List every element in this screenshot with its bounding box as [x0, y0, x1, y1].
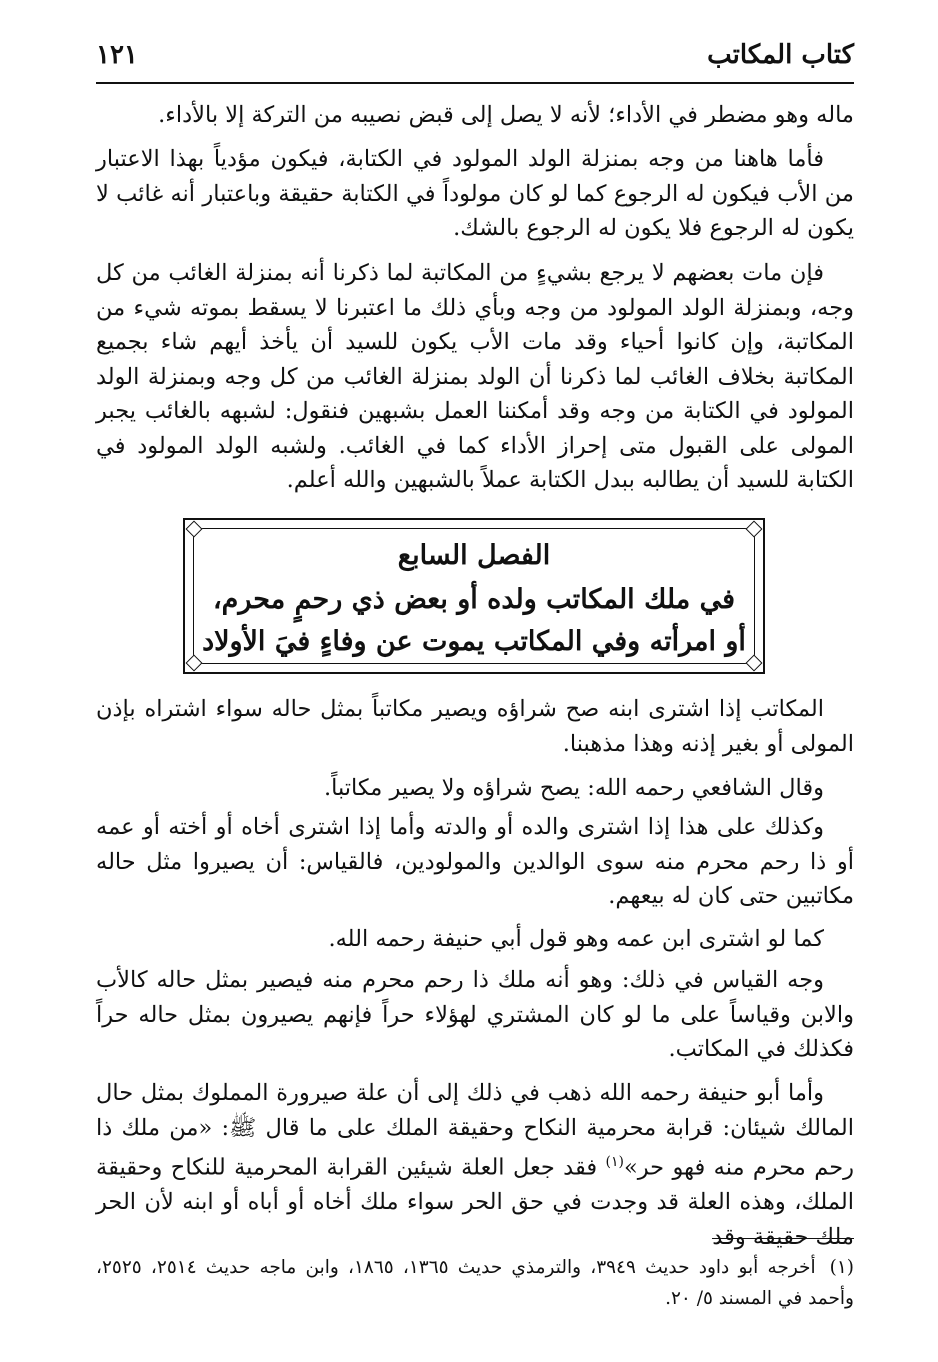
paragraph: كما لو اشترى ابن عمه وهو قول أبي حنيفة رحمه الله. — [328, 926, 824, 952]
footnotes — [96, 1252, 854, 1314]
paragraph: وقال الشافعي رحمه الله: يصح شراؤه ولا يصير مكاتباً. — [323, 775, 824, 801]
page-header — [96, 36, 854, 84]
footnote-reference[interactable]: (١) — [605, 1154, 624, 1170]
chapter-number: الفصل السابع — [397, 540, 551, 571]
paragraph-text: فقد جعل العلة شيئين القرابة المحرمية للنكاح وحقيقة الملك، وهذه العلة قد وجدت في حق الحر سواء ملك أخاه أو أباه أو ابنه لأن الحر ملك حقيقة وقد — [96, 1154, 854, 1250]
paragraph: وكذلك على هذا إذا اشترى والده أو والدته وأما إذا اشترى أخاه أو أخته أو عمه أو ذا رحم محرم منه سوى الوالدين والمولودين، فالقياس: أن يصيروا مثل حاله مكاتبين حتى كان له بيعهم. — [96, 814, 854, 909]
running-title: كتاب المكاتب — [707, 40, 854, 70]
paragraph: ماله وهو مضطر في الأداء؛ لأنه لا يصل إلى قبض نصيبه من التركة إلا بالأداء. — [158, 102, 854, 128]
paragraph — [96, 1076, 854, 1254]
paragraph-text: وأما أبو حنيفة رحمه الله ذهب في ذلك إلى أن علة صيرورة المملوك بمثل حال المالك شيئان: قرابة محرمية النكاح وحقيقة الملك على ما قال ﷺ: «من ملك ذا رحم محرم منه فهو حر» — [96, 1080, 855, 1181]
page-number: ١٢١ — [96, 40, 138, 70]
chapter-title-line: أو امرأته وفي المكاتب يموت عن وفاءٍ فيَ الأولاد — [202, 626, 746, 657]
footnote — [96, 1252, 854, 1314]
footnote-separator — [712, 1238, 854, 1239]
footnote-text: أخرجه أبو داود حديث ٣٩٤٩، والترمذي حديث ١٣٦٥، ١٨٦٥، وابن ماجه حديث ٢٥١٤، ٢٥٢٥، وأحمد في المسند ٥/ ٢٠. — [96, 1257, 854, 1309]
chapter-title-line: في ملك المكاتب ولده أو بعض ذي رحمٍ محرم، — [212, 584, 736, 615]
paragraph: المكاتب إذا اشترى ابنه صح شراؤه ويصير مكاتباً بمثل حاله سواء اشتراه بإذن المولى أو بغير إذنه وهذا مذهبنا. — [96, 696, 854, 757]
paragraph: فأما هاهنا من وجه بمنزلة الولد المولود في الكتابة، فيكون مؤدياً بهذا الاعتبار من الأب فيكون له الرجوع كما لو كان مولوداً في الكتابة حقيقة وباعتبار أنه غائب لا يكون له الرجوع فلا يكون له الرجوع بالشك. — [96, 146, 854, 241]
chapter-heading-box — [183, 518, 765, 674]
paragraph: فإن مات بعضهم لا يرجع بشيءٍ من المكاتبة لما ذكرنا أنه بمنزلة الغائب من كل وجه، وبمنزلة الولد المولود من وجه وبأي ذلك ما اعتبرنا لا يسقط بموته شيء من المكاتبة، وإن كانوا أحياء وقد مات الأب يكون للسيد أن يأخذ أيهم شاء بجميع المكاتبة بخلاف الغائب لما ذكرنا أن الولد بمنزلة الغائب من كل وجه وبمنزلة الولد المولود في الكتابة من وجه وقد أمكننا العمل بشبهين فنقول: لشبهه بالغائب يجبر المولى على القبول متى إحراز الأداء كما في الغائب. ولشبه الولد المولود في الكتابة للسيد أن يطالبه ببدل الكتابة عملاً بالشبهين والله أعلم. — [96, 260, 854, 493]
footnote-number: (١) — [829, 1257, 854, 1278]
paragraph: وجه القياس في ذلك: وهو أنه ملك ذا رحم محرم منه فيصير بمثل حاله كالأب والابن وقياساً على ما لو كان المشتري لهؤلاء حراً فإنهم يصيرون بمثل حاله حراً فكذلك في المكاتب. — [96, 967, 854, 1062]
